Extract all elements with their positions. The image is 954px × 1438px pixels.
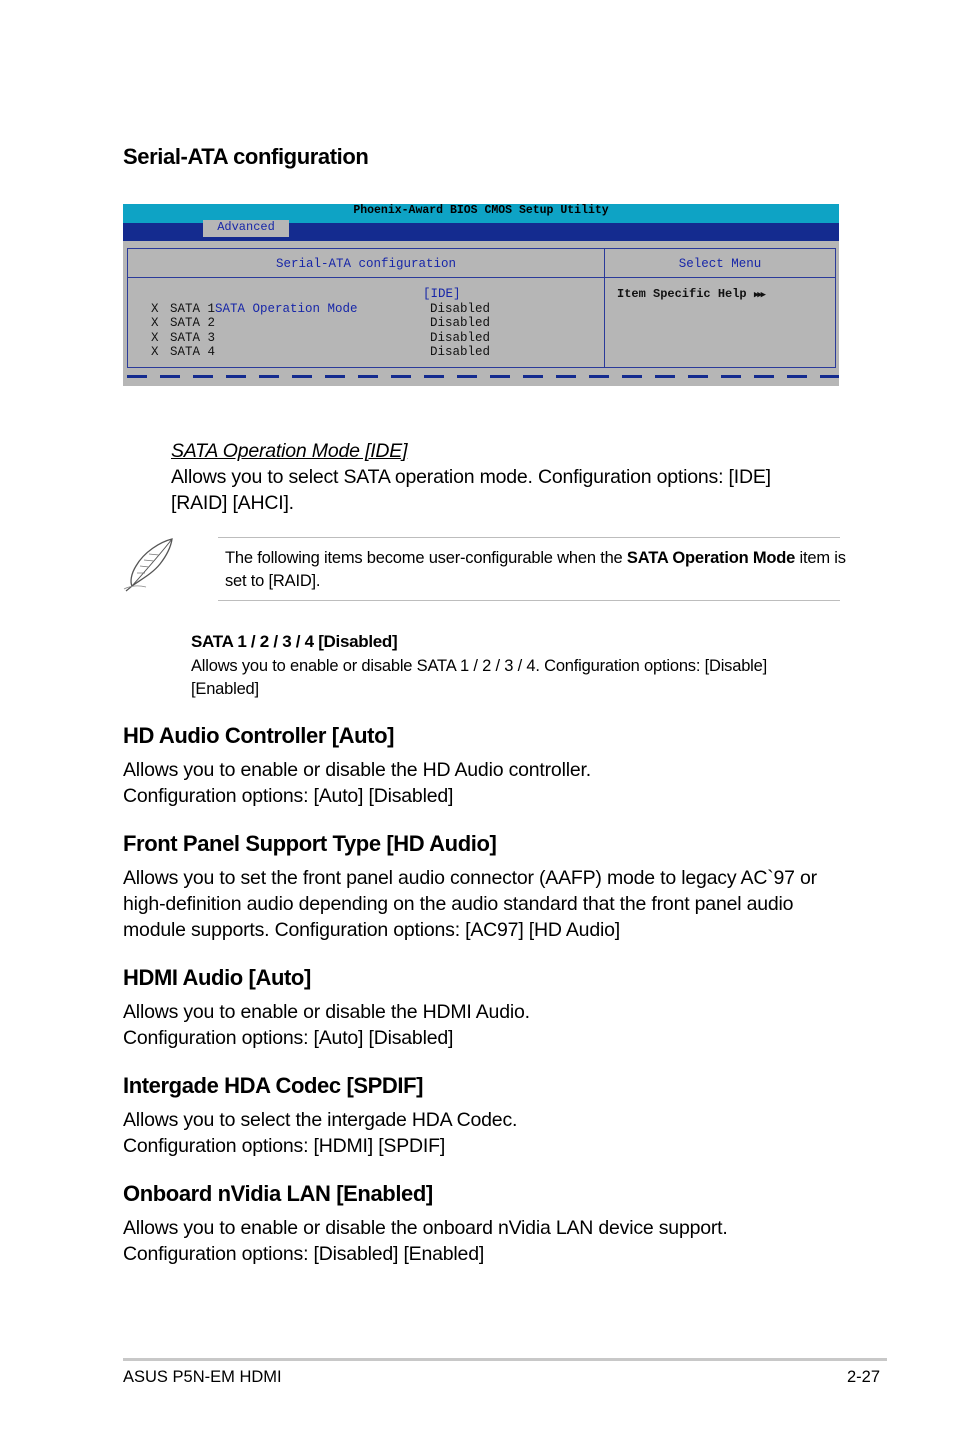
note-suffix: item is set to [RAID]. <box>225 549 846 590</box>
bios-title: Phoenix-Award BIOS CMOS Setup Utility <box>353 204 609 217</box>
sata-mode-description: Allows you to select SATA operation mode. Configuration options: [IDE] [RAID] [AHCI]. <box>171 466 771 514</box>
hd-audio-title: HD Audio Controller [Auto] <box>123 723 395 748</box>
hdmi-audio-line2: Configuration options: [Auto] [Disabled] <box>123 1027 454 1049</box>
bios-row-marker: X <box>151 330 159 345</box>
footer-page-number: 2-27 <box>847 1368 881 1386</box>
bios-row-marker: X <box>151 301 159 316</box>
bios-row-label: SATA 2 <box>170 316 216 330</box>
bios-row-marker: X <box>151 316 159 330</box>
footer-product: ASUS P5N-EM HDMI <box>123 1368 282 1386</box>
hd-audio-line1: Allows you to enable or disable the HD Audio controller. <box>123 759 591 781</box>
note-text <box>225 547 850 593</box>
front-panel-title: Front Panel Support Type [HD Audio] <box>123 831 497 856</box>
nvidia-lan-line2: Configuration options: [Disabled] [Enabled] <box>123 1243 485 1265</box>
note-feather-icon <box>122 536 178 592</box>
footer-rule <box>123 1358 887 1361</box>
bios-row-value: Disabled <box>430 345 491 359</box>
bios-row-value: Disabled <box>430 316 491 330</box>
bios-row-label: SATA Operation Mode <box>215 301 358 316</box>
bios-help-panel <box>604 277 836 368</box>
note-top-rule <box>218 537 840 538</box>
hd-audio-line2: Configuration options: [Auto] [Disabled] <box>123 785 454 807</box>
bios-bottom-dashes <box>127 375 839 378</box>
hda-codec-line1: Allows you to select the intergade HDA Codec. <box>123 1109 518 1131</box>
bios-row-value: Disabled <box>430 301 491 316</box>
bios-row-label: SATA 1 <box>170 301 216 316</box>
bios-settings-panel <box>127 277 605 368</box>
triple-arrow-icon: ▶▶▶ <box>753 290 765 300</box>
sata-mode-title: SATA Operation Mode [IDE] <box>171 440 408 462</box>
note-bold: SATA Operation Mode <box>626 549 796 567</box>
bios-left-header-label: Serial-ATA configuration <box>275 257 457 271</box>
bios-row-label: SATA 4 <box>170 345 216 359</box>
bios-left-header <box>127 248 605 278</box>
sata-ports-title: SATA 1 / 2 / 3 / 4 [Disabled] <box>191 632 398 651</box>
bios-row-label: SATA 3 <box>170 330 216 345</box>
hda-codec-title: Intergade HDA Codec [SPDIF] <box>123 1073 424 1098</box>
nvidia-lan-line1: Allows you to enable or disable the onboard nVidia LAN device support. <box>123 1217 728 1239</box>
bios-right-header-label: Select Menu <box>678 257 762 271</box>
bios-help-text <box>617 287 764 303</box>
hdmi-audio-line1: Allows you to enable or disable the HDMI Audio. <box>123 1001 530 1023</box>
bios-help-label: Item Specific Help <box>617 287 747 301</box>
sata-ports-description: Allows you to enable or disable SATA 1 / 2 / 3 / 4. Configuration options: [Disable] [Enabled] <box>191 657 768 698</box>
bios-row-value[interactable]: [IDE] <box>423 287 461 301</box>
note-bottom-rule <box>218 600 840 601</box>
bios-right-header <box>604 248 836 278</box>
section-title: Serial-ATA configuration <box>123 144 369 169</box>
hda-codec-line2: Configuration options: [HDMI] [SPDIF] <box>123 1135 446 1157</box>
nvidia-lan-title: Onboard nVidia LAN [Enabled] <box>123 1181 433 1206</box>
bios-row-value: Disabled <box>430 330 491 345</box>
bios-tab-advanced[interactable]: Advanced <box>203 220 289 237</box>
bios-row-marker: X <box>151 345 159 359</box>
hdmi-audio-title: HDMI Audio [Auto] <box>123 965 311 990</box>
front-panel-description: Allows you to set the front panel audio connector (AAFP) mode to legacy AC`97 or high-definition audio depending on the audio standard that the front panel audio module supports. Configuration options: [AC97] [HD Audio] <box>123 867 817 941</box>
note-prefix: The following items become user-configurable when the <box>225 549 627 567</box>
bios-screen <box>123 204 839 386</box>
